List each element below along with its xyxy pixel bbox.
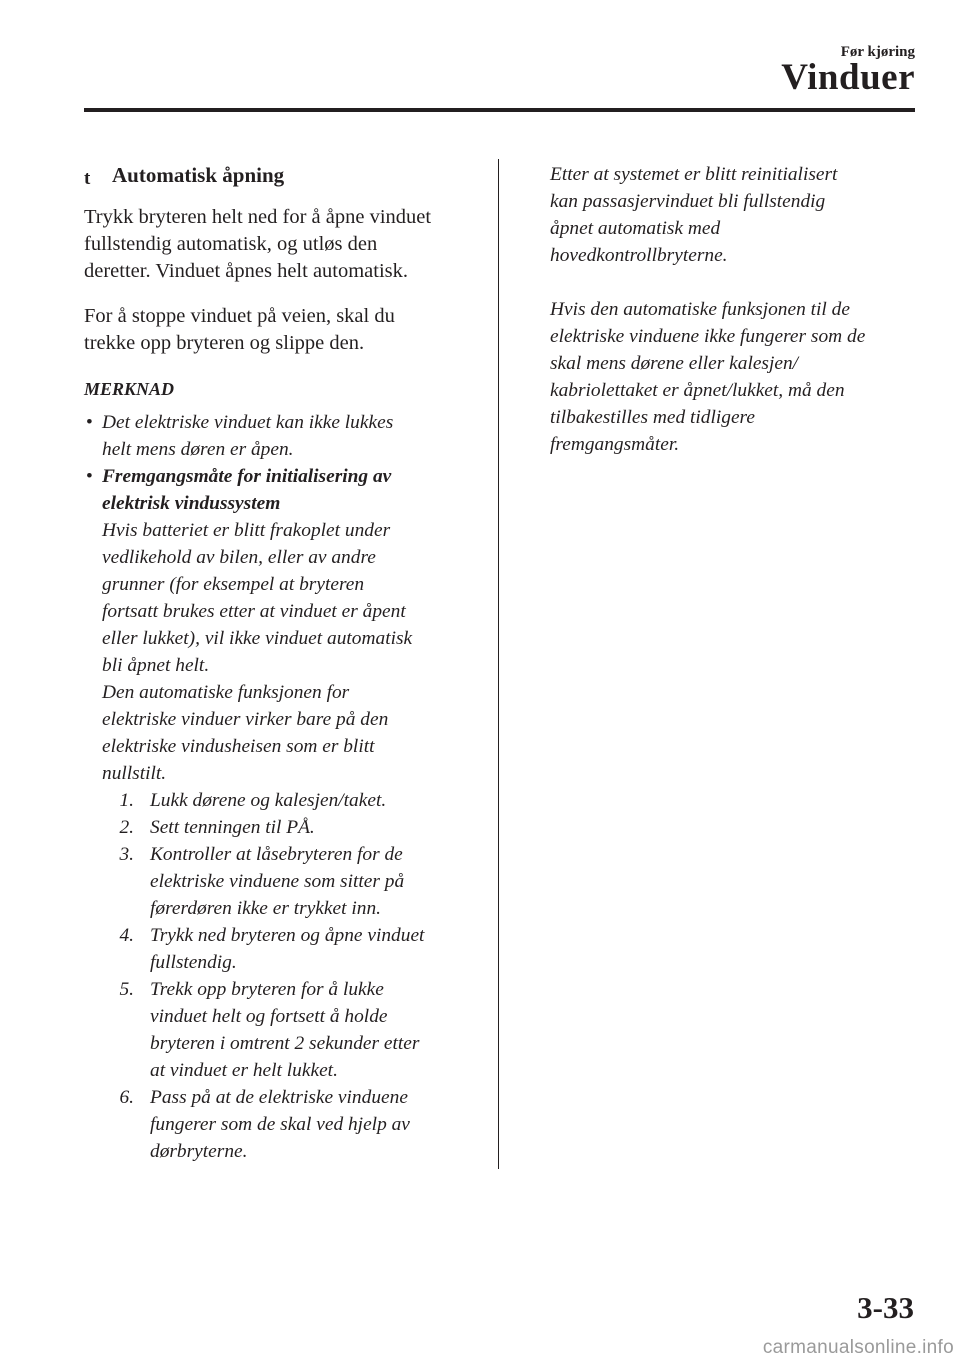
step-item	[102, 976, 479, 1084]
text-line: Fremgangsmåte for initialisering av	[102, 466, 392, 487]
text-line: vinduet helt og fortsett å holde	[150, 1006, 388, 1027]
column-divider	[498, 159, 499, 1169]
text-line: skal mens dørene eller kalesjen/	[550, 353, 799, 374]
text-line: elektriske vinduene ikke fungerer som de	[550, 326, 866, 347]
text-line: Kontroller at låsebryteren for de	[150, 844, 403, 865]
heading-marker: t	[84, 168, 91, 189]
text-line: nullstilt.	[102, 763, 167, 784]
section-heading	[84, 160, 479, 190]
text-line: Lukk dørene og kalesjen/taket.	[150, 790, 387, 811]
step-number: 4.	[119, 925, 134, 946]
step-number: 6.	[119, 1087, 134, 1108]
text-line: deretter. Vinduet åpnes helt automatisk.	[84, 260, 409, 282]
step-item	[102, 841, 479, 922]
bullet-item	[84, 409, 479, 463]
text-line: Trykk bryteren helt ned for å åpne vinduet	[84, 206, 432, 228]
text-line: Hvis den automatiske funksjonen til de	[550, 299, 850, 320]
text-line: For å stoppe vinduet på veien, skal du	[84, 305, 395, 327]
step-number: 1.	[119, 790, 134, 811]
text-line: åpnet automatisk med	[550, 218, 721, 239]
page-title: Vinduer	[781, 57, 915, 98]
text-line: kabriolettaket er åpnet/lukket, må den	[550, 380, 845, 401]
text-line: Etter at systemet er blitt reinitialisert	[550, 164, 838, 185]
right-column	[550, 161, 920, 485]
step-number: 2.	[119, 817, 134, 838]
step-item	[102, 787, 479, 814]
text-line: elektriske vindusheisen som er blitt	[102, 736, 375, 757]
note-label: MERKNAD	[84, 379, 175, 399]
step-number: 5.	[119, 979, 134, 1000]
text-line: fullstendig.	[150, 952, 237, 973]
text-line: kan passasjervinduet bli fullstendig	[550, 191, 826, 212]
heading-text: Automatisk åpning	[112, 163, 285, 187]
text-line: dørbryterne.	[150, 1141, 248, 1162]
text-line: førerdøren ikke er trykket inn.	[150, 898, 381, 919]
bullet-dot: •	[86, 466, 93, 487]
paragraph-auto-open	[84, 204, 479, 285]
text-line: Den automatiske funksjonen for	[102, 682, 350, 703]
text-line: fremgangsmåter.	[550, 434, 680, 455]
text-line: helt mens døren er åpen.	[102, 439, 294, 460]
text-line: vedlikehold av bilen, eller av andre	[102, 547, 376, 568]
step-number: 3.	[119, 844, 134, 865]
text-line: tilbakestilles med tidligere	[550, 407, 755, 428]
text-line: Trekk opp bryteren for å lukke	[150, 979, 384, 1000]
watermark: carmanualsonline.info	[762, 1337, 954, 1358]
text-line: fungerer som de skal ved hjelp av	[150, 1114, 410, 1135]
text-line: Hvis batteriet er blitt frakoplet under	[102, 520, 391, 541]
text-line: bli åpnet helt.	[102, 655, 210, 676]
text-line: bryteren i omtrent 2 sekunder etter	[150, 1033, 420, 1054]
text-line: elektriske vinduene som sitter på	[150, 871, 405, 892]
text-line: Sett tenningen til PÅ.	[150, 817, 315, 838]
bullet-dot: •	[86, 412, 93, 433]
bullet-item	[84, 463, 479, 1165]
text-line: Det elektriske vinduet kan ikke lukkes	[102, 412, 394, 433]
note-block	[84, 409, 479, 1165]
text-line: Trykk ned bryteren og åpne vinduet	[150, 925, 425, 946]
text-line: trekke opp bryteren og slippe den.	[84, 332, 365, 354]
text-line: fortsatt brukes etter at vinduet er åpent	[102, 601, 406, 622]
paragraph-stop-window	[84, 303, 479, 357]
text-line: fullstendig automatisk, og utløs den	[84, 233, 378, 255]
text-line: at vinduet er helt lukket.	[150, 1060, 338, 1081]
left-column	[84, 160, 479, 1165]
text-line: eller lukket), vil ikke vinduet automatisk	[102, 628, 413, 649]
text-line: hovedkontrollbryterne.	[550, 245, 728, 266]
page-number: 3-33	[857, 1290, 914, 1325]
text-line: grunner (for eksempel at bryteren	[102, 574, 365, 595]
header-section-label: Før kjøring	[840, 44, 915, 60]
paragraph-reset	[550, 296, 920, 458]
header-rule	[84, 108, 915, 112]
step-item	[102, 814, 479, 841]
step-item	[102, 922, 479, 976]
text-line: Pass på at de elektriske vinduene	[150, 1087, 408, 1108]
paragraph-reinitialized	[550, 161, 920, 269]
text-line: elektriske vinduer virker bare på den	[102, 709, 389, 730]
step-item	[102, 1084, 479, 1165]
text-line: elektrisk vindussystem	[102, 493, 281, 514]
